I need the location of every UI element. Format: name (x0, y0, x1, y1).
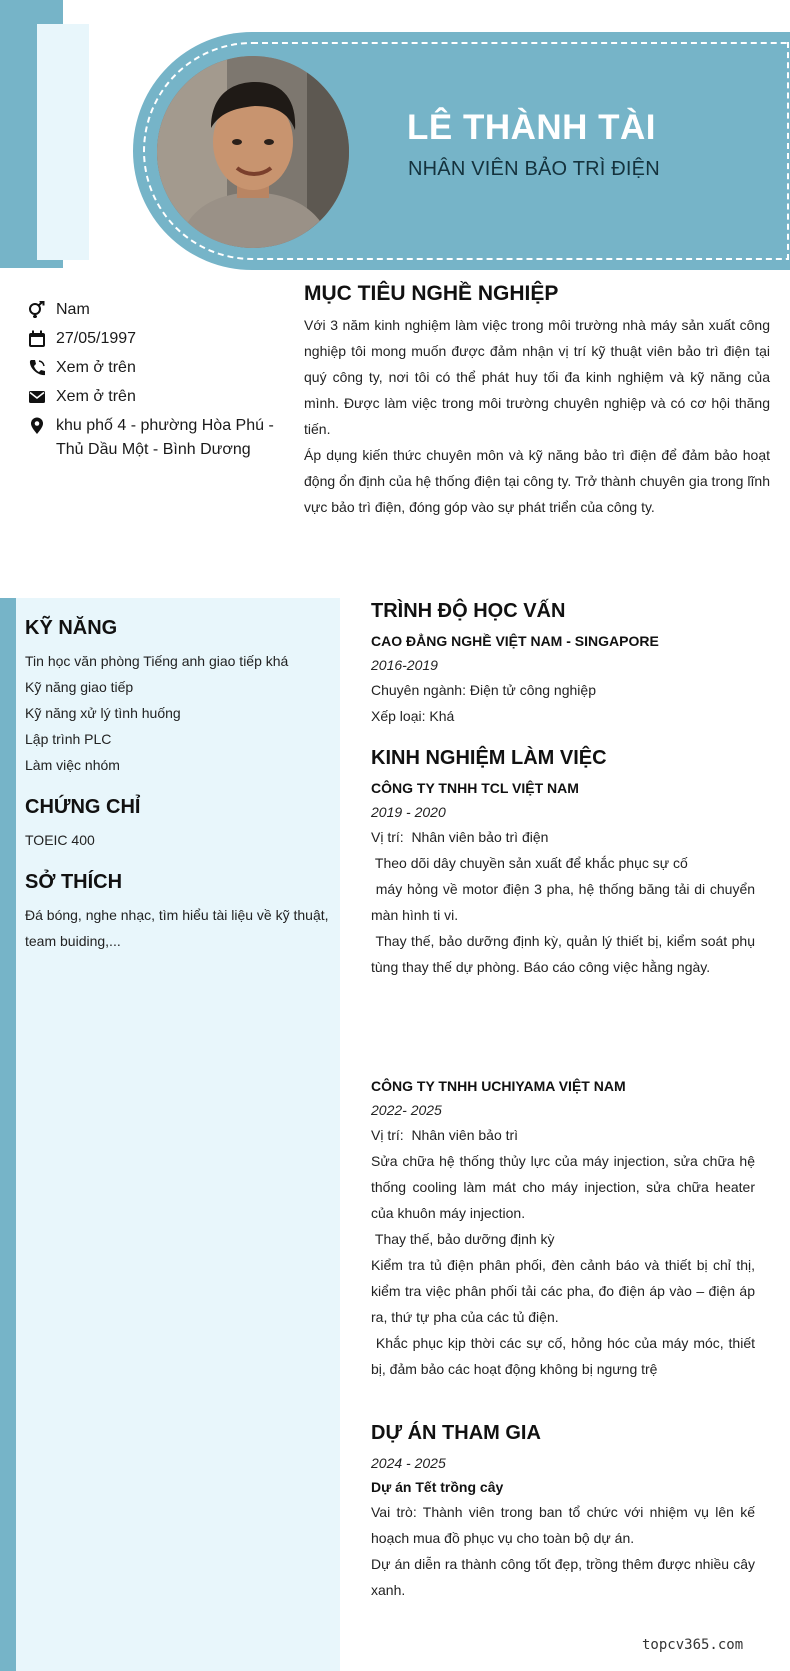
candidate-name: LÊ THÀNH TÀI (407, 108, 657, 147)
avatar (157, 56, 349, 248)
candidate-job-title: NHÂN VIÊN BẢO TRÌ ĐIỆN (408, 158, 660, 180)
contact-birthday (28, 327, 283, 351)
objective-section (304, 282, 770, 520)
skill-item: Làm việc nhóm (25, 757, 120, 773)
skill-item: Kỹ năng giao tiếp (25, 679, 134, 695)
projects-section (371, 1422, 759, 1603)
skill-item: Lập trình PLC (25, 731, 112, 747)
calendar-icon (28, 330, 46, 348)
contact-phone (28, 356, 283, 380)
experience-title: KINH NGHIỆM LÀM VIỆC (371, 747, 607, 769)
job-line: Kiểm tra tủ điện phân phối, đèn cảnh báo và thiết bị chỉ thị, kiểm tra việc phân phối tải các pha, đo điện áp vào – điện áp ra, thứ tự pha của các tủ điện. (371, 1257, 759, 1325)
decorative-panel (37, 24, 89, 260)
objective-paragraph-1: Với 3 năm kinh nghiệm làm việc trong môi trường nhà máy sản xuất công nghiệp tôi mong muốn được đảm nhận vị trí kỹ thuật viên bảo trì điện tại quý công ty, nơi tôi có thể phát huy tối đa kinh nghiệm và kỹ năng của mình. Được làm việc trong môi trường chuyên nghiệp và có cơ hội thăng tiến. (304, 317, 770, 437)
job-period: 2022- 2025 (371, 1102, 442, 1118)
job-line: Sửa chữa hệ thống thủy lực của máy injection, sửa chữa hệ thống cooling làm mát cho máy injection, sửa chữa heater của khuôn máy injection. (371, 1153, 759, 1221)
project-name: Dự án Tết trồng cây (371, 1479, 504, 1495)
education-section (371, 600, 755, 729)
skill-item: Tin học văn phòng Tiếng anh giao tiếp khá (25, 653, 289, 669)
contact-info (28, 298, 283, 467)
objective-paragraph-2: Áp dụng kiến thức chuyên môn và kỹ năng bảo trì điện để đảm bảo hoạt động ổn định của hệ thống điện tại công ty. Trở thành chuyên gia trong lĩnh vực bảo trì điện, đóng góp vào sự phát triển của công ty. (304, 447, 770, 515)
skills-title: KỸ NĂNG (25, 617, 118, 639)
mail-icon (28, 388, 46, 406)
job-company: CÔNG TY TNHH UCHIYAMA VIỆT NAM (371, 1078, 626, 1094)
contact-address-text: khu phố 4 - phường Hòa Phú - Thủ Dầu Một - Bình Dương (56, 417, 274, 458)
gender-icon (28, 301, 46, 319)
certificates-section (25, 796, 330, 853)
job-line: máy hỏng về motor điện 3 pha, hệ thống băng tải di chuyển màn hình ti vi. (371, 881, 759, 923)
job-line: Theo dõi dây chuyền sản xuất để khắc phục sự cố (371, 855, 688, 871)
job-company: CÔNG TY TNHH TCL VIỆT NAM (371, 780, 579, 796)
education-period: 2016-2019 (371, 657, 438, 673)
job-line: Thay thế, bảo dưỡng định kỳ, quản lý thiết bị, kiểm soát phụ tùng thay thế dự phòng. Báo cáo công việc hằng ngày. (371, 933, 759, 975)
experience-section (371, 747, 759, 980)
phone-icon (28, 359, 46, 377)
location-icon (28, 417, 46, 435)
hobbies-text: Đá bóng, nghe nhạc, tìm hiểu tài liệu về kỹ thuật, team buiding,... (25, 907, 329, 949)
left-column-content (25, 617, 330, 972)
education-title: TRÌNH ĐỘ HỌC VẤN (371, 600, 566, 622)
education-grade: Xếp loại: Khá (371, 708, 455, 724)
education-school: CAO ĐẲNG NGHỀ VIỆT NAM - SINGAPORE (371, 633, 659, 649)
project-result: Dự án diễn ra thành công tốt đẹp, trồng thêm được nhiều cây xanh. (371, 1556, 759, 1598)
left-stripe (0, 598, 16, 1671)
hobbies-title: SỞ THÍCH (25, 871, 123, 893)
experience-job-2 (371, 1074, 759, 1382)
job-line: Thay thế, bảo dưỡng định kỳ (371, 1231, 555, 1247)
education-major: Chuyên ngành: Điện tử công nghiệp (371, 682, 596, 698)
contact-gender (28, 298, 283, 322)
job-period: 2019 - 2020 (371, 804, 446, 820)
certificate-item: TOEIC 400 (25, 832, 95, 848)
contact-gender-text: Nam (56, 301, 90, 318)
contact-email-text: Xem ở trên (56, 388, 136, 405)
contact-address (28, 414, 283, 462)
contact-birthday-text: 27/05/1997 (56, 330, 137, 347)
contact-email (28, 385, 283, 409)
skill-item: Kỹ năng xử lý tình huống (25, 705, 181, 721)
certificates-title: CHỨNG CHỈ (25, 796, 141, 818)
job-line: Vị trí: Nhân viên bảo trì (371, 1127, 519, 1143)
project-role: Vai trò: Thành viên trong ban tổ chức với nhiệm vụ lên kế hoạch mua đồ phục vụ cho toàn bộ dự án. (371, 1504, 759, 1546)
project-period: 2024 - 2025 (371, 1455, 446, 1471)
skills-section (25, 617, 330, 778)
watermark: topcv365.com (642, 1637, 744, 1653)
contact-phone-text: Xem ở trên (56, 359, 136, 376)
objective-title: MỤC TIÊU NGHỀ NGHIỆP (304, 282, 559, 305)
hobbies-section (25, 871, 330, 954)
job-line: Khắc phục kịp thời các sự cố, hỏng hóc của máy móc, thiết bị, đảm bảo các hoạt động không bị ngưng trệ (371, 1335, 759, 1377)
job-line: Vị trí: Nhân viên bảo trì điện (371, 829, 549, 845)
projects-title: DỰ ÁN THAM GIA (371, 1422, 541, 1444)
